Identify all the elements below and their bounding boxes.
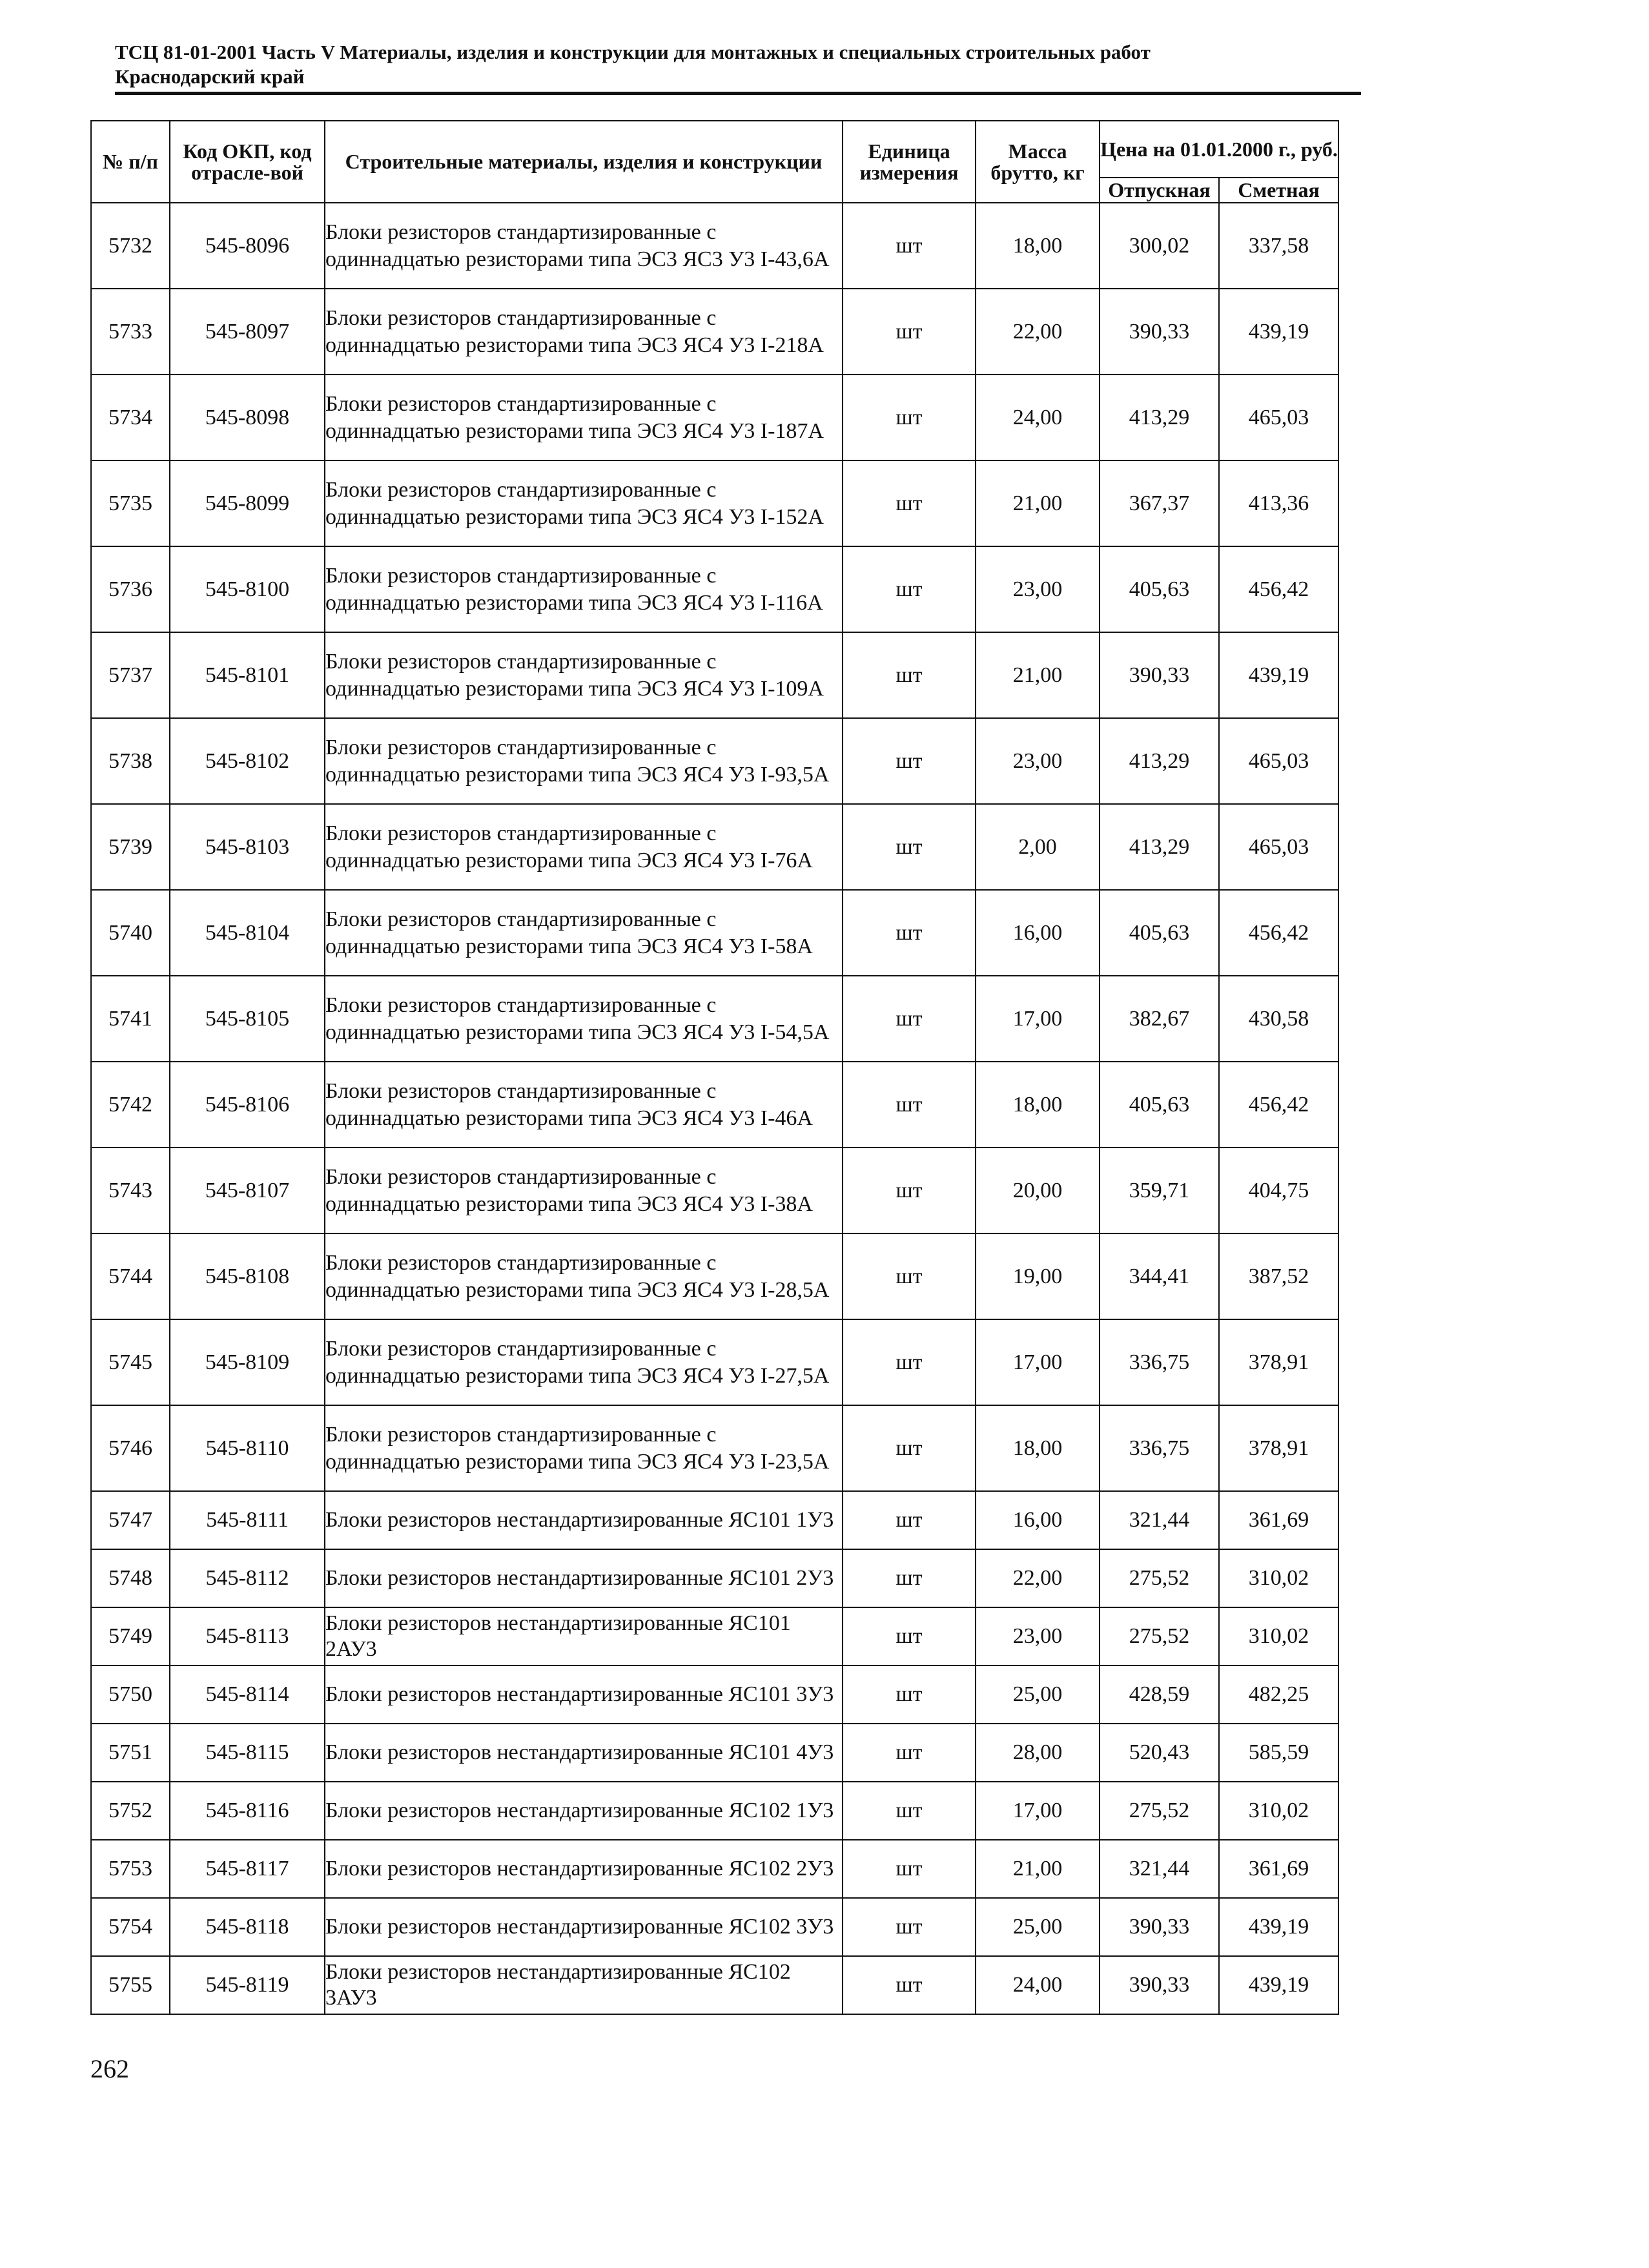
row-name: Блоки резисторов нестандартизированные ЯС101 4У3 [325,1724,843,1782]
row-number: 5755 [91,1956,170,2014]
table-row [91,1956,1338,2014]
row-unit: шт [843,546,976,632]
table-row [91,375,1338,460]
row-name: Блоки резисторов нестандартизированные ЯС102 3АУ3 [325,1956,843,2014]
col-header-estimate-price: Сметная [1219,178,1338,203]
row-release-price: 336,75 [1100,1319,1219,1405]
row-mass: 16,00 [976,890,1100,976]
row-unit: шт [843,1233,976,1319]
row-estimate-price: 439,19 [1219,1898,1338,1956]
row-number: 5744 [91,1233,170,1319]
row-release-price: 344,41 [1100,1233,1219,1319]
document-header [115,40,1361,95]
col-header-release-price: Отпускная [1100,178,1219,203]
row-release-price: 413,29 [1100,375,1219,460]
row-number: 5754 [91,1898,170,1956]
row-code: 545-8107 [170,1148,325,1233]
price-table [90,120,1339,2015]
row-release-price: 275,52 [1100,1549,1219,1607]
row-unit: шт [843,1724,976,1782]
row-estimate-price: 378,91 [1219,1405,1338,1491]
row-name: Блоки резисторов нестандартизированные ЯС101 3У3 [325,1665,843,1724]
row-estimate-price: 439,19 [1219,632,1338,718]
row-release-price: 359,71 [1100,1148,1219,1233]
row-mass: 22,00 [976,1549,1100,1607]
row-unit: шт [843,375,976,460]
row-code: 545-8109 [170,1319,325,1405]
row-release-price: 321,44 [1100,1491,1219,1549]
row-number: 5750 [91,1665,170,1724]
row-release-price: 390,33 [1100,1898,1219,1956]
table-row [91,1062,1338,1148]
row-name: Блоки резисторов стандартизированные с одиннадцатью резисторами типа ЭС3 ЯС4 У3 I-27,5А [325,1319,843,1405]
row-name: Блоки резисторов нестандартизированные ЯС101 1У3 [325,1491,843,1549]
row-code: 545-8099 [170,460,325,546]
row-release-price: 405,63 [1100,890,1219,976]
row-estimate-price: 310,02 [1219,1607,1338,1665]
table-row [91,1665,1338,1724]
col-header-mass: Масса брутто, кг [976,121,1100,203]
row-mass: 17,00 [976,1319,1100,1405]
row-code: 545-8102 [170,718,325,804]
table-row [91,976,1338,1062]
row-release-price: 405,63 [1100,1062,1219,1148]
row-number: 5734 [91,375,170,460]
row-number: 5749 [91,1607,170,1665]
row-mass: 23,00 [976,546,1100,632]
col-header-num: № п/п [91,121,170,203]
row-code: 545-8098 [170,375,325,460]
row-number: 5745 [91,1319,170,1405]
row-name: Блоки резисторов стандартизированные с одиннадцатью резисторами типа ЭС3 ЯС3 У3 I-43,6А [325,203,843,289]
row-mass: 24,00 [976,1956,1100,2014]
row-name: Блоки резисторов стандартизированные с одиннадцатью резисторами типа ЭС3 ЯС4 У3 I-152А [325,460,843,546]
row-unit: шт [843,804,976,890]
col-header-price: Цена на 01.01.2000 г., руб. [1100,121,1338,178]
row-mass: 22,00 [976,289,1100,375]
row-estimate-price: 413,36 [1219,460,1338,546]
row-estimate-price: 310,02 [1219,1549,1338,1607]
table-row [91,804,1338,890]
row-number: 5747 [91,1491,170,1549]
row-code: 545-8117 [170,1840,325,1898]
row-name: Блоки резисторов стандартизированные с одиннадцатью резисторами типа ЭС3 ЯС4 У3 I-187А [325,375,843,460]
row-number: 5735 [91,460,170,546]
row-estimate-price: 378,91 [1219,1319,1338,1405]
row-unit: шт [843,1491,976,1549]
row-release-price: 390,33 [1100,289,1219,375]
row-unit: шт [843,718,976,804]
row-code: 545-8096 [170,203,325,289]
row-number: 5746 [91,1405,170,1491]
table-row [91,546,1338,632]
row-mass: 18,00 [976,203,1100,289]
col-header-name: Строительные материалы, изделия и конструкции [325,121,843,203]
row-release-price: 390,33 [1100,1956,1219,2014]
row-unit: шт [843,203,976,289]
row-estimate-price: 310,02 [1219,1782,1338,1840]
row-number: 5738 [91,718,170,804]
row-code: 545-8116 [170,1782,325,1840]
row-number: 5752 [91,1782,170,1840]
row-unit: шт [843,1148,976,1233]
page-number: 262 [90,2054,129,2083]
row-name: Блоки резисторов нестандартизированные ЯС102 3У3 [325,1898,843,1956]
row-estimate-price: 361,69 [1219,1491,1338,1549]
row-mass: 17,00 [976,1782,1100,1840]
row-estimate-price: 361,69 [1219,1840,1338,1898]
row-number: 5737 [91,632,170,718]
row-name: Блоки резисторов стандартизированные с одиннадцатью резисторами типа ЭС3 ЯС4 У3 I-93,5А [325,718,843,804]
row-code: 545-8112 [170,1549,325,1607]
table-row [91,1233,1338,1319]
row-mass: 18,00 [976,1062,1100,1148]
row-code: 545-8106 [170,1062,325,1148]
table-row [91,203,1338,289]
row-unit: шт [843,1956,976,2014]
row-number: 5741 [91,976,170,1062]
row-unit: шт [843,632,976,718]
row-code: 545-8101 [170,632,325,718]
table-row [91,1491,1338,1549]
row-code: 545-8119 [170,1956,325,2014]
row-number: 5742 [91,1062,170,1148]
row-unit: шт [843,1549,976,1607]
row-estimate-price: 456,42 [1219,890,1338,976]
row-code: 545-8108 [170,1233,325,1319]
row-name: Блоки резисторов нестандартизированные ЯС101 2АУ3 [325,1607,843,1665]
row-mass: 17,00 [976,976,1100,1062]
row-release-price: 413,29 [1100,804,1219,890]
row-estimate-price: 465,03 [1219,718,1338,804]
row-estimate-price: 482,25 [1219,1665,1338,1724]
table-row [91,289,1338,375]
row-estimate-price: 387,52 [1219,1233,1338,1319]
row-number: 5732 [91,203,170,289]
row-release-price: 321,44 [1100,1840,1219,1898]
row-code: 545-8110 [170,1405,325,1491]
row-code: 545-8118 [170,1898,325,1956]
row-estimate-price: 465,03 [1219,375,1338,460]
row-code: 545-8111 [170,1491,325,1549]
table-row [91,1840,1338,1898]
row-mass: 25,00 [976,1665,1100,1724]
row-code: 545-8115 [170,1724,325,1782]
row-estimate-price: 430,58 [1219,976,1338,1062]
row-unit: шт [843,890,976,976]
row-release-price: 300,02 [1100,203,1219,289]
row-mass: 20,00 [976,1148,1100,1233]
row-unit: шт [843,1607,976,1665]
row-mass: 28,00 [976,1724,1100,1782]
row-name: Блоки резисторов нестандартизированные ЯС102 2У3 [325,1840,843,1898]
row-name: Блоки резисторов стандартизированные с одиннадцатью резисторами типа ЭС3 ЯС4 У3 I-38А [325,1148,843,1233]
table-row [91,1405,1338,1491]
row-name: Блоки резисторов стандартизированные с одиннадцатью резисторами типа ЭС3 ЯС4 У3 I-218А [325,289,843,375]
row-code: 545-8097 [170,289,325,375]
row-code: 545-8104 [170,890,325,976]
row-unit: шт [843,976,976,1062]
row-name: Блоки резисторов стандартизированные с одиннадцатью резисторами типа ЭС3 ЯС4 У3 I-58А [325,890,843,976]
table-row [91,632,1338,718]
row-code: 545-8114 [170,1665,325,1724]
row-mass: 18,00 [976,1405,1100,1491]
row-name: Блоки резисторов нестандартизированные ЯС102 1У3 [325,1782,843,1840]
row-name: Блоки резисторов стандартизированные с одиннадцатью резисторами типа ЭС3 ЯС4 У3 I-23,5А [325,1405,843,1491]
row-unit: шт [843,1840,976,1898]
row-number: 5740 [91,890,170,976]
row-mass: 21,00 [976,632,1100,718]
row-name: Блоки резисторов стандартизированные с одиннадцатью резисторами типа ЭС3 ЯС4 У3 I-109А [325,632,843,718]
row-unit: шт [843,460,976,546]
table-row [91,1319,1338,1405]
col-header-unit: Единица измерения [843,121,976,203]
header-title: ТСЦ 81-01-2001 Часть V Материалы, изделия и конструкции для монтажных и специальных строительных работ [115,41,1151,63]
table-row [91,718,1338,804]
row-unit: шт [843,1898,976,1956]
row-release-price: 390,33 [1100,632,1219,718]
row-number: 5736 [91,546,170,632]
row-estimate-price: 404,75 [1219,1148,1338,1233]
table-row [91,1549,1338,1607]
row-name: Блоки резисторов стандартизированные с одиннадцатью резисторами типа ЭС3 ЯС4 У3 I-46А [325,1062,843,1148]
row-mass: 2,00 [976,804,1100,890]
row-mass: 21,00 [976,1840,1100,1898]
row-name: Блоки резисторов стандартизированные с одиннадцатью резисторами типа ЭС3 ЯС4 У3 I-76А [325,804,843,890]
row-code: 545-8105 [170,976,325,1062]
row-release-price: 520,43 [1100,1724,1219,1782]
row-number: 5748 [91,1549,170,1607]
row-release-price: 413,29 [1100,718,1219,804]
row-number: 5751 [91,1724,170,1782]
header-region: Краснодарский край [115,65,305,88]
table-row [91,1898,1338,1956]
row-estimate-price: 337,58 [1219,203,1338,289]
row-unit: шт [843,1782,976,1840]
table-row [91,1724,1338,1782]
row-number: 5743 [91,1148,170,1233]
row-release-price: 275,52 [1100,1607,1219,1665]
row-mass: 21,00 [976,460,1100,546]
row-release-price: 382,67 [1100,976,1219,1062]
row-mass: 23,00 [976,718,1100,804]
row-number: 5739 [91,804,170,890]
row-unit: шт [843,1405,976,1491]
row-estimate-price: 456,42 [1219,546,1338,632]
row-name: Блоки резисторов нестандартизированные ЯС101 2У3 [325,1549,843,1607]
row-estimate-price: 439,19 [1219,1956,1338,2014]
row-code: 545-8100 [170,546,325,632]
row-estimate-price: 585,59 [1219,1724,1338,1782]
table-row [91,890,1338,976]
table-row [91,1607,1338,1665]
row-unit: шт [843,1062,976,1148]
table-row [91,460,1338,546]
row-release-price: 336,75 [1100,1405,1219,1491]
col-header-code: Код ОКП, код отрасле-вой [170,121,325,203]
table-row [91,1148,1338,1233]
row-mass: 25,00 [976,1898,1100,1956]
row-number: 5753 [91,1840,170,1898]
row-release-price: 367,37 [1100,460,1219,546]
row-code: 545-8113 [170,1607,325,1665]
row-mass: 24,00 [976,375,1100,460]
row-unit: шт [843,289,976,375]
row-unit: шт [843,1665,976,1724]
row-mass: 23,00 [976,1607,1100,1665]
row-release-price: 405,63 [1100,546,1219,632]
row-name: Блоки резисторов стандартизированные с одиннадцатью резисторами типа ЭС3 ЯС4 У3 I-28,5А [325,1233,843,1319]
row-release-price: 275,52 [1100,1782,1219,1840]
row-number: 5733 [91,289,170,375]
row-name: Блоки резисторов стандартизированные с одиннадцатью резисторами типа ЭС3 ЯС4 У3 I-116А [325,546,843,632]
row-mass: 16,00 [976,1491,1100,1549]
row-estimate-price: 465,03 [1219,804,1338,890]
table-row [91,1782,1338,1840]
row-release-price: 428,59 [1100,1665,1219,1724]
row-unit: шт [843,1319,976,1405]
row-estimate-price: 439,19 [1219,289,1338,375]
row-estimate-price: 456,42 [1219,1062,1338,1148]
row-name: Блоки резисторов стандартизированные с одиннадцатью резисторами типа ЭС3 ЯС4 У3 I-54,5А [325,976,843,1062]
row-mass: 19,00 [976,1233,1100,1319]
row-code: 545-8103 [170,804,325,890]
